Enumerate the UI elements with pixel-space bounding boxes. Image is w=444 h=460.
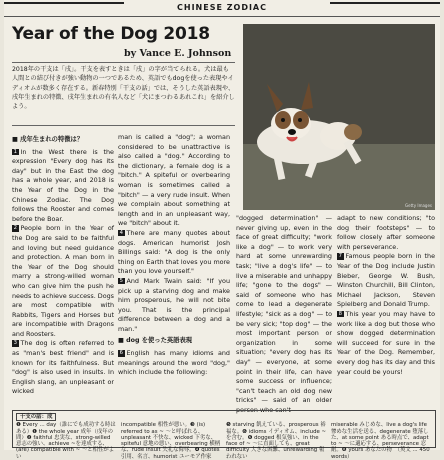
paragraph-text: People born in the Year of the Dog are said to be faithful and loving but need guidance and protection. A man born in the Year of the Dog should marry a strong-willed woman who can give him the push he needs to achieve success. Dogs are most compatible with Rabbits, Tigers and Horses but are incompatible with Dragons and Roosters.	[12, 224, 114, 338]
paragraph-text: English has many idioms and meanings around the word "dog," which include the following:	[118, 349, 230, 377]
glossary-box	[12, 410, 436, 460]
glossary-column-4: miserable みじめな、live a dog's life 惨めな生活を送る、degenerate 堕落した、at some point ある時点で、adapt to ~ ～に適応する、perseverance 忍耐。❽ yours あなたの物 （英文 ... 450 words）	[331, 422, 430, 460]
paragraph-6-cont	[236, 214, 332, 415]
paragraph-7	[337, 252, 435, 310]
header-rule-right	[330, 2, 440, 4]
paragraph-text: adapt to new conditions; "to dog their footsteps" — to follow closely after someone with perseverance.	[337, 214, 435, 251]
running-dog-illustration	[243, 24, 435, 210]
photo-credit: Getty Images	[405, 203, 432, 208]
paragraph-text: man is called a "dog"; a woman considered to be unattractive is also called a "dog." According to the dictionary, a female dog is a "bitch." A spiteful or overbearing woman is sometimes called a "bitch" — a very rude insult. When we complain about something at length and in an unpleasant way, we "bitch" about it.	[118, 133, 230, 228]
article-lead: 2018年の干支は「戌」。干支を表すときは「戌」の字が当てられる。犬は最も人間との結び付きが強い動物の一つであるため、英語でもdogを使った表現やイディオムが数多く存在する。新春特別「干支の話」では、そうした英語表現や、戌年生まれの特徴、戌年生まれの有名人など「犬にまつわるあれこれ」を紹介しよう。	[12, 62, 235, 126]
paragraph-number: 8	[338, 310, 342, 317]
dog-photo	[243, 24, 435, 210]
paragraph-number: 2	[13, 225, 17, 232]
paragraph-number: 6	[119, 350, 123, 357]
newspaper-page	[4, 0, 440, 460]
paragraph-8	[337, 310, 435, 377]
paragraph-4	[118, 229, 230, 277]
glossary-column-3: ❺ starving 飢えている、prosperous 裕福な。❻ idioms イディオム、include ~を含む。❻ dogged 根気強い、in the face of ~ ～に直面しても、great difficulty 大きな困難、unrewarding 報われない	[226, 422, 327, 460]
paragraph-6-end	[337, 214, 435, 252]
paragraph-6	[118, 349, 230, 378]
paragraph-number: 1	[13, 148, 17, 155]
paragraph-text: And Mark Twain said: "If you pick up a starving dog and make him prosperous, he will not bite you. That is the principal difference between a dog and a man."	[118, 276, 230, 333]
section-title: CHINESE ZODIAC	[177, 3, 267, 12]
paragraph-text: The dog is often referred to as "man's best friend" and is known for its faithfulness. But "dog" is also used in insults. In English slang, an unpleasant or wicked	[12, 339, 114, 396]
section-heading-traits: ■ 戌年生まれの特徴は？	[12, 135, 114, 145]
paragraph-1	[12, 148, 114, 225]
paragraph-text: This year you may have to work like a dog but those who show dogged determination will succeed for sure in the Year of the Dog. Remember, every dog has its day and this year could be yours!	[337, 309, 435, 376]
paragraph-text: There are many quotes about dogs. American humorist Josh Billings said: "A dog is the only thing on Earth that loves you more than you love yourself."	[118, 228, 230, 276]
paragraph-text: In the West there is the expression "Every dog has its day" but in the East the dog has a whole year, and 2018 is the Year of the Dog in the Chinese Zodiac. The Dog follows the Rooster and comes before the Boar.	[12, 147, 114, 223]
paragraph-number: 7	[338, 253, 342, 260]
paragraph-number: 5	[119, 277, 123, 284]
glossary-column-2: incompatible 相性が悪い。❸ (is) referred to as ~ ～と呼ばれる、unpleasant 不快な、wicked 下劣な、spiteful 意地の悪い、overbearing 横柄な、rude insult 失礼な侮辱。❹ quotes 引用、名言、humorist ユーモア作家	[121, 422, 221, 460]
article-column-2	[118, 133, 230, 408]
paragraph-3-cont	[118, 133, 230, 229]
article-byline: by Vance E. Johnson	[124, 48, 232, 59]
section-header	[4, 0, 440, 17]
paragraph-text: "dogged determination" — never giving up, even in the face of great difficulty; "work like a dog" — to work very hard at some unrewarding task; "live a dog's life" — to live a miserable and unhappy life; "gone to the dogs" — said of someone who has come to lead a degenerate lifestyle; "sick as a dog" — to be very sick; "top dog" — the most important person or organization in some situation; "every dog has its day" — everyone, at some point in their life, can have some success or influence; "can't teach an old dog new tricks" — said of an older person who can't	[236, 214, 332, 414]
paragraph-text: Famous people born in the Year of the Dog include Justin Bieber, George W. Bush, Winston Churchill, Bill Clinton, Michael Jackson, Steven Spielberg and Donald Trump.	[337, 252, 435, 309]
glossary-columns	[16, 422, 432, 460]
article-title: Year of the Dog 2018	[12, 24, 210, 44]
glossary-label: 干支の話：成	[16, 413, 56, 421]
header-rule-left	[4, 2, 124, 4]
article-column-1	[12, 133, 114, 408]
paragraph-2	[12, 224, 114, 339]
paragraph-3	[12, 339, 114, 397]
section-heading-expressions: ■ dog を使った英語表現	[118, 336, 230, 346]
article-column-3	[236, 214, 332, 414]
paragraph-5	[118, 277, 230, 335]
paragraph-number: 3	[13, 340, 17, 347]
glossary-column-1: ❶ Every ... day（誰にでも成功する時はある）❶ the whole year 成年（戌年の間）❷ faithful 忠実な、strong-willed 意志の強い、achieve ~を達成する、(are) compatible with ~ ～と相性がよい	[16, 422, 116, 460]
paragraph-number: 4	[119, 229, 123, 236]
article-column-4	[337, 214, 435, 408]
